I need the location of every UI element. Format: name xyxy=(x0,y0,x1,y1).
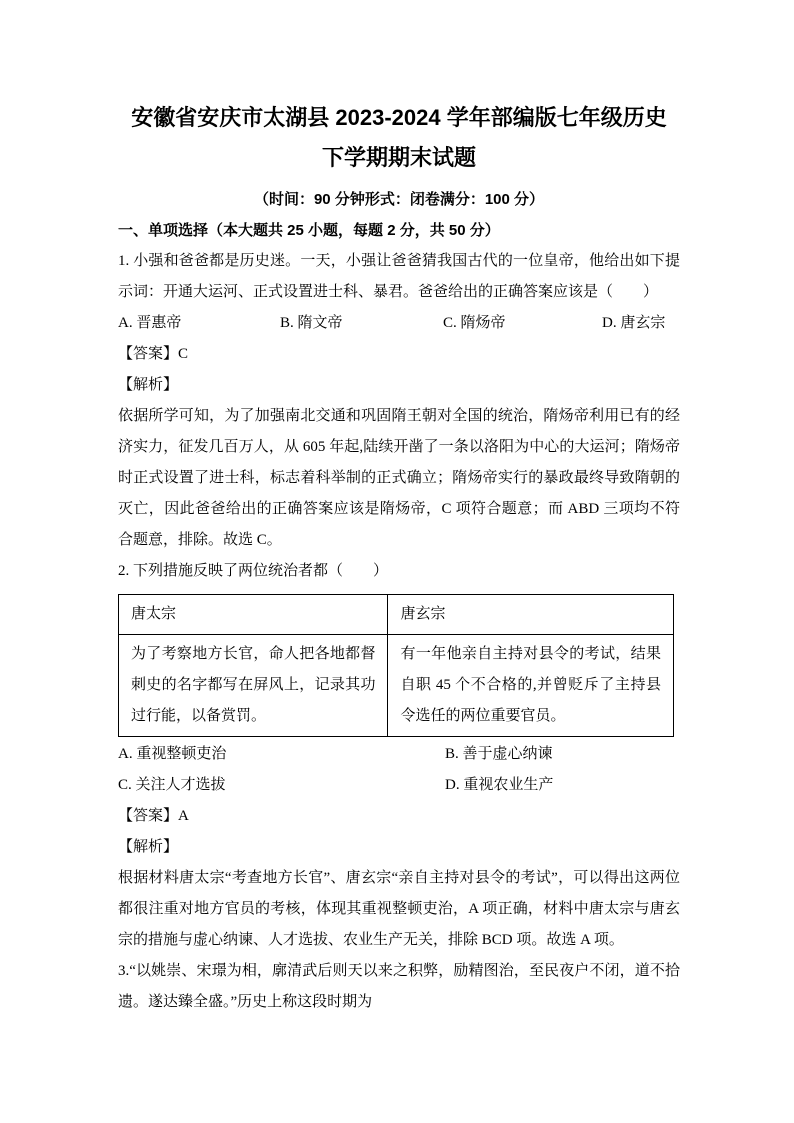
question-1-option-d: D. 唐玄宗 xyxy=(602,315,666,331)
answer-marker: 【答案】 xyxy=(118,808,179,824)
question-2-option-c: C. 关注人才选拔 xyxy=(118,777,226,793)
question-1-options xyxy=(118,308,680,339)
question-2-explanation: 根据材料唐太宗“考查地方长官”、唐玄宗“亲自主持对县令的考试”，可以得出这两位都很注重对地方官员的考核，体现其重视整顿吏治，A 项正确，材料中唐太宗与唐玄宗的措施与虚心纳谏、人才选拔、农业生产无关，排除 BCD 项。故选 A 项。 xyxy=(118,870,680,948)
table-header-taizong: 唐太宗 xyxy=(119,595,388,635)
exam-meta-line: （时间：90 分钟形式：闭卷满分：100 分） xyxy=(253,191,545,208)
table-body-row xyxy=(119,635,674,737)
question-1-option-b: B. 隋文帝 xyxy=(280,315,343,331)
question-2-table xyxy=(118,594,674,737)
question-2-answer-value: A xyxy=(178,808,189,824)
table-cell-taizong: 为了考察地方长官，命人把各地都督刺史的名字都写在屏风上，记录其功过行能，以备赏罚。 xyxy=(119,635,388,737)
question-2-options-row-2 xyxy=(118,770,680,801)
question-2-analysis-marker: 【解析】 xyxy=(118,839,179,855)
question-1-option-a: A. 晋惠帝 xyxy=(118,315,182,331)
table-header-xuanzong: 唐玄宗 xyxy=(388,595,674,635)
question-1-text: 1. 小强和爸爸都是历史迷。一天，小强让爸爸猜我国古代的一位皇帝，他给出如下提示词：开通大运河、正式设置进士科、暴君。爸爸给出的正确答案应该是（ ） xyxy=(118,253,680,300)
question-1-answer-value: C xyxy=(178,346,189,362)
document-title xyxy=(118,98,680,178)
question-2-option-d: D. 重视农业生产 xyxy=(445,777,554,793)
section-heading: 一、单项选择（本大题共 25 小题，每题 2 分，共 50 分） xyxy=(118,222,500,239)
answer-marker: 【答案】 xyxy=(118,346,179,362)
question-1-explanation: 依据所学可知，为了加强南北交通和巩固隋王朝对全国的统治，隋炀帝利用已有的经济实力，征发几百万人，从 605 年起,陆续开凿了一条以洛阳为中心的大运河；隋炀帝时正式设置了进士科，标志着科举制的正式确立；隋炀帝实行的暴政最终导致隋朝的灭亡，因此爸爸给出的正确答案应该是隋炀帝，C 项符合题意；而 ABD 三项均不符合题意，排除。故选 C。 xyxy=(118,408,680,548)
question-2-text: 2. 下列措施反映了两位统治者都（ ） xyxy=(118,563,389,579)
question-2-option-b: B. 善于虚心纳谏 xyxy=(445,746,553,762)
question-2-answer-line xyxy=(118,801,680,832)
table-cell-xuanzong: 有一年他亲自主持对县令的考试，结果自职 45 个不合格的,并曾贬斥了主持县令选任的两位重要官员。 xyxy=(388,635,674,737)
question-2-options-row-1 xyxy=(118,739,680,770)
title-line-1: 安徽省安庆市太湖县 2023-2024 学年部编版七年级历史 xyxy=(131,105,667,130)
question-1-option-c: C. 隋炀帝 xyxy=(443,315,506,331)
title-line-2: 下学期期末试题 xyxy=(321,145,476,170)
table-header-row xyxy=(119,595,674,635)
question-1-analysis-marker: 【解析】 xyxy=(118,377,179,393)
question-3-text: 3.“以姚崇、宋璟为相，廓清武后则天以来之积弊，励精图治，至民夜户不闭，道不拾遗。遂达臻全盛。”历史上称这段时期为 xyxy=(118,963,680,1010)
question-2-option-a: A. 重视整顿吏治 xyxy=(118,746,227,762)
question-1-answer-line xyxy=(118,339,680,370)
